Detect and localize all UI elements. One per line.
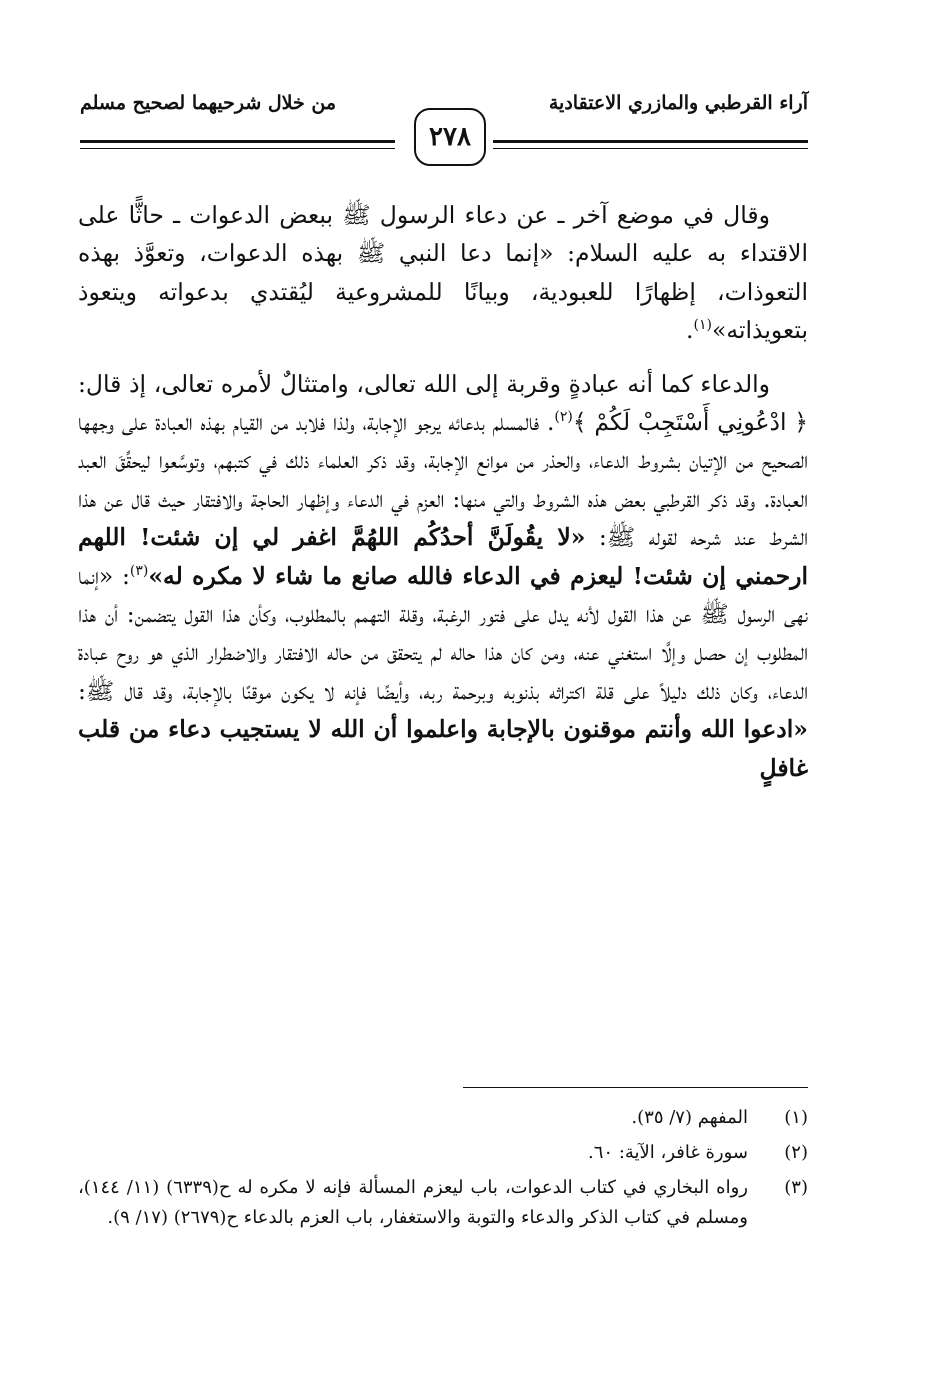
footnote-text: سورة غافر، الآية: ٦٠.: [588, 1142, 748, 1163]
footnote-3: [78, 1173, 808, 1233]
main-text: [78, 196, 808, 802]
book-subtitle: من خلال شرحيهما لصحيح مسلم: [80, 92, 336, 114]
paragraph-1-text: وقال في موضع آخر ـ عن دعاء الرسول ﷺ ببعض الدعوات ـ حاثًّا على الاقتداء به عليه السلام: «إنما دعا النبي ﷺ بهذه الدعوات، وتعوَّذ بهذه التعوذات، إظهارًا للعبودية، وبيانًا للمشروعية ليُقتدي بدعواته ويتعوذ بتعويذاته»: [78, 201, 808, 345]
footnote-ref-1: (١): [693, 317, 712, 334]
footnote-number: (١): [784, 1107, 808, 1128]
footnote-1: [78, 1103, 808, 1133]
footnote-number: (٢): [784, 1142, 808, 1163]
paragraph-1-end: .: [686, 316, 694, 345]
paragraph-2-text-b: . فالمسلم بدعائه يرجو الإجابة، ولذا فلابد من القيام بهذه العبادة على وجهها الصحيح من الإتيان بشروط الدعاء، والحذر من موانع الإجابة، وقد ذكر العلماء ذلك في كتبهم، وتوسَّعوا ليحقِّقَ العبد العبادة. وقد ذكر القرطبي بعض هذه الشروط والتي منها: العزم في الدعاء وإظهار الحاجة والافتقار حيث قال عن هذا الشرط عند شرحه لقوله ﷺ:: [78, 408, 809, 552]
footnote-2: [78, 1138, 808, 1168]
footnotes: [78, 1103, 808, 1238]
footnote-text: رواه البخاري في كتاب الدعوات، باب ليعزم المسألة فإنه لا مكره له ح(٦٣٣٩) (١١/ ١٤٤)، ومسلم في كتاب الذكر والدعاء والتوبة والاستغفار، باب العزم بالدعاء ح(٢٦٧٩) (١٧/ ٩).: [78, 1177, 748, 1228]
header-rule-right: [493, 140, 808, 149]
hadith-quote-1: «لا يقُولَنَّ أحدُكُم اللهُمَّ اغفر لي إن شئت! اللهم ارحمني إن شئت! ليعزم في الدعاء فالله صانع ما شاء لا مكره له»: [78, 523, 808, 590]
footnote-text: المفهم (٧/ ٣٥).: [631, 1107, 748, 1128]
page-header: [80, 88, 808, 178]
book-title: آراء القرطبي والمازري الاعتقادية: [548, 92, 808, 114]
footnote-ref-3: (٣): [129, 562, 149, 579]
paragraph-1: [78, 196, 808, 350]
header-rule-left: [80, 140, 395, 149]
footnote-separator: [463, 1087, 808, 1088]
paragraph-2-text-c: : «إنما نهى الرسول ﷺ عن هذا القول لأنه يدل على فتور الرغبة، وقلة التهمم بالمطلوب، وكأن هذا القول يتضمن: أن هذا المطلوب إن حصل وإلَّا استغني عنه، ومن كان هذا حاله لم يتحقق من حاله الافتقار والاضطرار الذي هو روح عبادة الدعاء، وكان ذلك دليلاً على قلة اكتراثه بذنوبه وبرحمة ربه، وأيضًا فإنه لا يكون موقنًا بالإجابة، وقد قال ﷺ:: [78, 561, 808, 705]
paragraph-2-text-a: والدعاء كما أنه عبادةٍ وقربة إلى الله تعالى، وامتثالٌ لأمره تعالى، إذ قال: ﴿ ادْعُونِي أَسْتَجِبْ لَكُمْ ﴾: [78, 369, 808, 437]
hadith-quote-2: «ادعوا الله وأنتم موقنون بالإجابة واعلموا أن الله لا يستجيب دعاء من قلب غافلٍ: [78, 715, 808, 782]
page-number: ٢٧٨: [414, 108, 486, 166]
footnote-ref-2: (٢): [554, 409, 573, 426]
paragraph-2: [78, 365, 808, 787]
footnote-number: (٣): [784, 1177, 808, 1198]
